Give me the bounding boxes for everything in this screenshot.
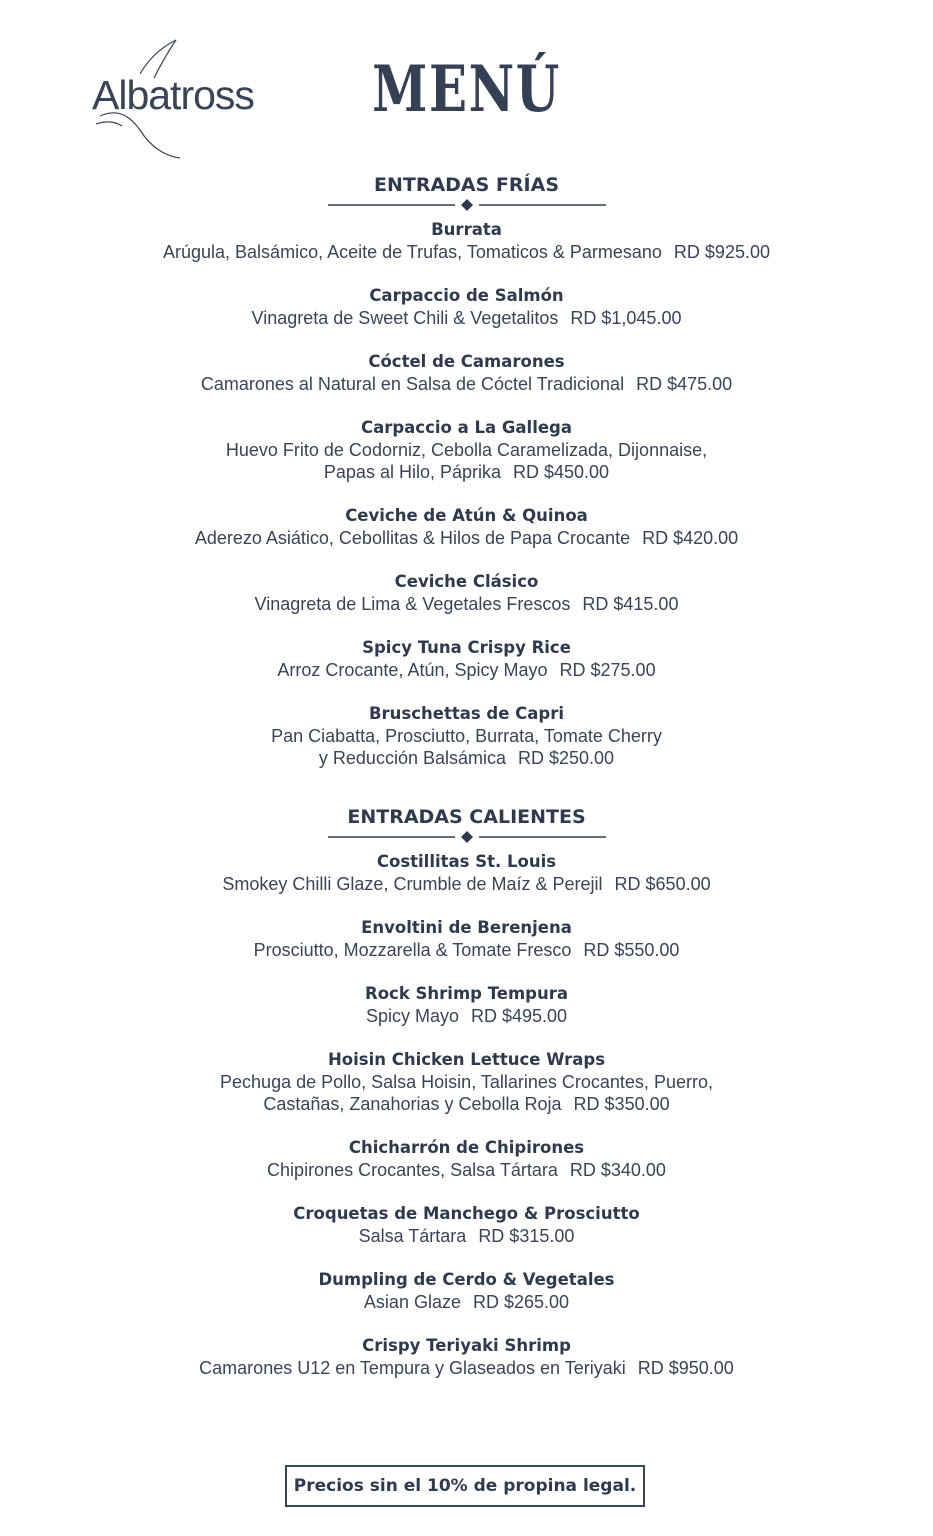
item-price: RD $250.00	[518, 748, 615, 768]
item-description: Salsa Tártara RD $315.00	[358, 1226, 575, 1246]
menu-item	[0, 219, 933, 263]
item-description: y Reducción Balsámica RD $250.00	[318, 748, 615, 768]
item-description: Spicy Mayo RD $495.00	[365, 1006, 568, 1026]
item-name: Spicy Tuna Crispy Rice	[362, 638, 571, 657]
menu-title: MENÚ	[372, 52, 561, 127]
item-price: RD $420.00	[642, 528, 739, 548]
menu-item	[0, 1049, 933, 1115]
item-description: Arúgula, Balsámico, Aceite de Trufas, Tomaticos & Parmesano RD $925.00	[163, 242, 770, 262]
item-description: Pan Ciabatta, Prosciutto, Burrata, Tomate Cherry	[271, 726, 662, 746]
item-name: Croquetas de Manchego & Prosciutto	[293, 1204, 640, 1223]
item-name: Crispy Teriyaki Shrimp	[362, 1336, 571, 1355]
item-price: RD $1,045.00	[570, 308, 682, 328]
menu-item	[0, 851, 933, 895]
menu-item	[0, 917, 933, 961]
item-name: Cóctel de Camarones	[368, 352, 565, 371]
item-price: RD $265.00	[472, 1292, 570, 1312]
section-items-entradas-calientes	[0, 851, 933, 1401]
item-name: Ceviche de Atún & Quinoa	[345, 506, 588, 525]
menu-item	[0, 703, 933, 769]
item-price: RD $340.00	[569, 1160, 666, 1180]
item-name: Costillitas St. Louis	[376, 852, 557, 871]
item-description: Arroz Crocante, Atún, Spicy Mayo RD $275.00	[277, 660, 656, 680]
item-price: RD $495.00	[470, 1006, 568, 1026]
item-description: Huevo Frito de Codorniz, Cebolla Caramelizada, Dijonnaise,	[225, 440, 708, 460]
section-divider	[328, 199, 606, 211]
item-price: RD $350.00	[573, 1094, 670, 1114]
menu-item	[0, 285, 933, 329]
menu-item	[0, 505, 933, 549]
item-description: Chipirones Crocantes, Salsa Tártara RD $340.00	[267, 1160, 666, 1180]
logo-text: Albatross	[92, 72, 254, 118]
item-description: Camarones al Natural en Salsa de Cóctel Tradicional RD $475.00	[200, 374, 733, 394]
item-price: RD $450.00	[513, 462, 610, 482]
item-description: Vinagreta de Sweet Chili & Vegetalitos RD $1,045.00	[251, 308, 682, 328]
item-name: Dumpling de Cerdo & Vegetales	[318, 1270, 615, 1289]
section-divider	[328, 831, 606, 843]
item-price: RD $925.00	[673, 242, 770, 262]
menu-item	[0, 417, 933, 483]
menu-item	[0, 1137, 933, 1181]
item-description: Vinagreta de Lima & Vegetales Frescos RD $415.00	[254, 594, 679, 614]
item-name: Carpaccio a La Gallega	[360, 418, 573, 437]
item-name: Chicharrón de Chipirones	[348, 1138, 585, 1157]
item-price: RD $950.00	[637, 1358, 734, 1378]
item-name: Bruschettas de Capri	[368, 704, 565, 723]
item-price: RD $275.00	[559, 660, 656, 680]
item-description: Asian Glaze RD $265.00	[363, 1292, 570, 1312]
item-name: Ceviche Clásico	[394, 572, 539, 591]
item-description: Pechuga de Pollo, Salsa Hoisin, Tallarines Crocantes, Puerro,	[220, 1072, 713, 1092]
item-name: Burrata	[431, 220, 502, 239]
item-price: RD $550.00	[583, 940, 680, 960]
item-name: Rock Shrimp Tempura	[365, 984, 568, 1003]
item-description: Smokey Chilli Glaze, Crumble de Maíz & Perejil RD $650.00	[222, 874, 711, 894]
menu-item	[0, 1335, 933, 1379]
item-description: Papas al Hilo, Páprika RD $450.00	[323, 462, 610, 482]
menu-item	[0, 637, 933, 681]
tip-notice: Precios sin el 10% de propina legal.	[285, 1465, 645, 1507]
item-price: RD $650.00	[614, 874, 711, 894]
menu-item	[0, 983, 933, 1027]
item-description: Camarones U12 en Tempura y Glaseados en Teriyaki RD $950.00	[199, 1358, 734, 1378]
menu-item	[0, 1203, 933, 1247]
menu-item	[0, 571, 933, 615]
item-price: RD $315.00	[478, 1226, 575, 1246]
item-name: Carpaccio de Salmón	[369, 286, 564, 305]
section-items-entradas-frias	[0, 219, 933, 791]
menu-item	[0, 351, 933, 395]
item-name: Envoltini de Berenjena	[361, 918, 572, 937]
item-description: Castañas, Zanahorias y Cebolla Roja RD $350.00	[263, 1094, 670, 1114]
item-name: Hoisin Chicken Lettuce Wraps	[327, 1050, 606, 1069]
menu-item	[0, 1269, 933, 1313]
item-description: Prosciutto, Mozzarella & Tomate Fresco RD $550.00	[253, 940, 680, 960]
item-price: RD $415.00	[582, 594, 679, 614]
item-price: RD $475.00	[636, 374, 733, 394]
section-title-entradas-frias: ENTRADAS FRÍAS	[373, 174, 560, 196]
section-title-entradas-calientes: ENTRADAS CALIENTES	[347, 806, 586, 828]
item-description: Aderezo Asiático, Cebollitas & Hilos de Papa Crocante RD $420.00	[194, 528, 739, 548]
